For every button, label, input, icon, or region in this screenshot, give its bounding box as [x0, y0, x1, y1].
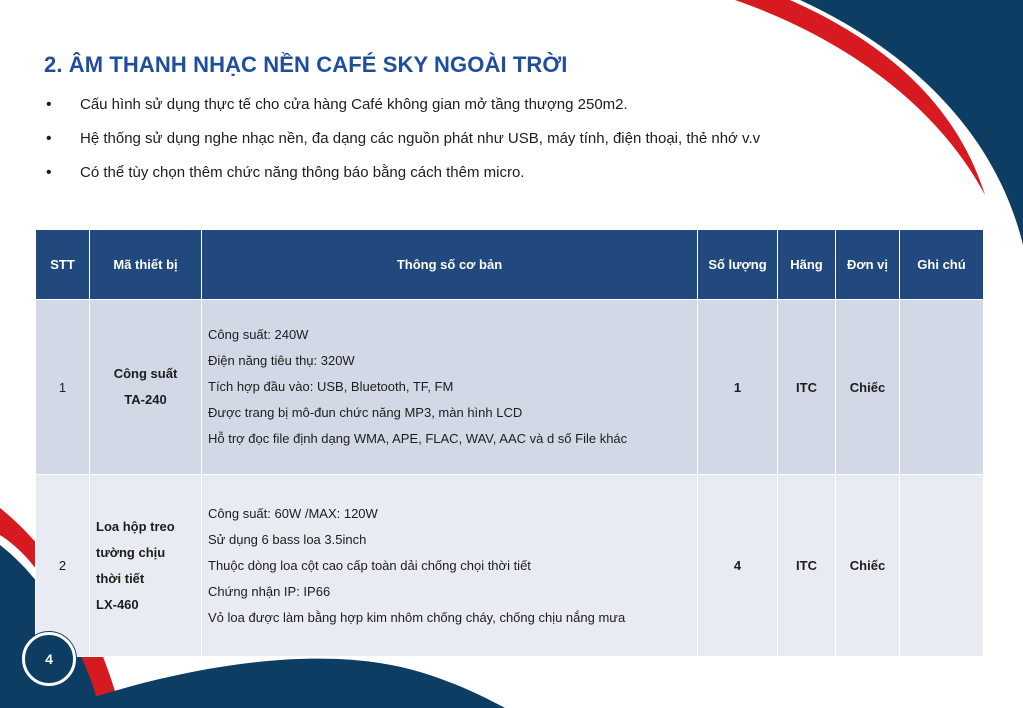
bullet-marker: • [46, 130, 52, 147]
header-quantity: Số lượng [698, 230, 778, 300]
equipment-table [35, 229, 984, 657]
spec-line: Công suất: 240W [208, 327, 309, 342]
spec-line: Tích hợp đầu vào: USB, Bluetooth, TF, FM [208, 379, 454, 394]
device-code-line: TA-240 [124, 392, 167, 407]
page-number-badge: 4 [22, 632, 76, 686]
spec-line: Hỗ trợ đọc file định dạng WMA, APE, FLAC, WAV, AAC và d số File khác [208, 431, 628, 446]
header-unit: Đơn vị [836, 230, 900, 300]
cell-brand: ITC [778, 475, 836, 657]
bullet-item [44, 162, 760, 196]
header-specs: Thông số cơ bản [202, 230, 698, 300]
cell-specs [202, 300, 698, 475]
header-device-code: Mã thiết bị [90, 230, 202, 300]
page-heading: 2. ÂM THANH NHẠC NỀN CAFÉ SKY NGOÀI TRỜI [44, 52, 568, 77]
spec-line: Thuộc dòng loa cột cao cấp toàn dải chống chọi thời tiết [208, 557, 531, 573]
cell-device-code [90, 475, 202, 657]
device-code-line: Loa hộp treo [96, 518, 175, 534]
device-code-line: LX-460 [96, 596, 139, 612]
spec-line: Điện năng tiêu thụ: 320W [208, 353, 355, 368]
header-note: Ghi chú [900, 230, 984, 300]
cell-quantity: 1 [698, 300, 778, 475]
spec-line: Vỏ loa được làm bằng hợp kim nhôm chống cháy, chống chịu nắng mưa [208, 609, 626, 625]
bottom-navy-wave [60, 659, 505, 708]
cell-note [900, 300, 984, 475]
header-brand: Hãng [778, 230, 836, 300]
cell-unit: Chiếc [836, 475, 900, 657]
table-row [36, 300, 984, 475]
table-header-row [36, 230, 984, 300]
spec-line: Chứng nhận IP: IP66 [208, 583, 331, 599]
device-code-line: tường chịu [96, 544, 166, 560]
bullet-item [44, 94, 760, 128]
cell-unit: Chiếc [836, 300, 900, 475]
bullet-item [44, 128, 760, 162]
spec-line: Được trang bị mô-đun chức năng MP3, màn hình LCD [208, 405, 523, 420]
cell-specs [202, 475, 698, 657]
cell-stt: 1 [36, 300, 90, 475]
cell-quantity: 4 [698, 475, 778, 657]
cell-note [900, 475, 984, 657]
bullet-text: Có thể tùy chọn thêm chức năng thông báo bằng cách thêm micro. [80, 164, 525, 181]
cell-device-code [90, 300, 202, 475]
device-code-line: thời tiết [96, 570, 145, 586]
bullet-marker: • [46, 164, 52, 181]
bullet-text: Cấu hình sử dụng thực tế cho cửa hàng Café không gian mở tầng thượng 250m2. [80, 96, 628, 113]
device-code-line: Công suất [113, 366, 178, 381]
spec-line: Sử dụng 6 bass loa 3.5inch [208, 531, 367, 547]
bullet-text: Hệ thống sử dụng nghe nhạc nền, đa dạng các nguồn phát như USB, máy tính, điện thoại, thẻ nhớ v.v [80, 130, 761, 147]
spec-line: Công suất: 60W /MAX: 120W [208, 505, 378, 521]
cell-brand: ITC [778, 300, 836, 475]
table-row [36, 475, 984, 657]
cell-stt: 2 [36, 475, 90, 657]
bullet-marker: • [46, 96, 52, 113]
bullet-list [44, 94, 760, 196]
header-stt: STT [36, 230, 90, 300]
